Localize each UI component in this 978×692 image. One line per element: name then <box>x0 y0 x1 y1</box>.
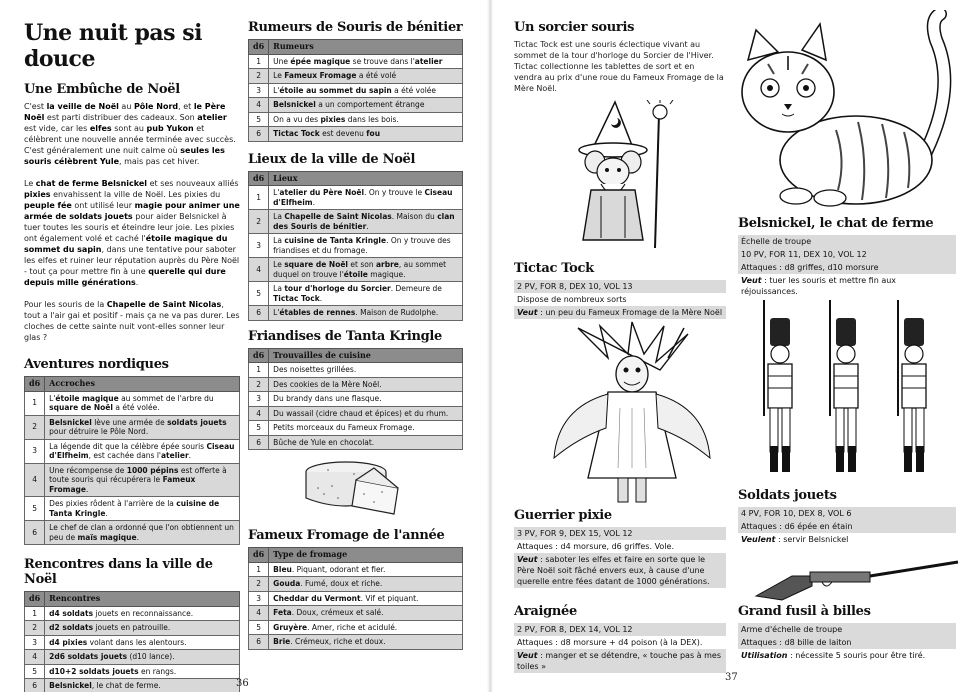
pixie-illustration <box>548 318 718 504</box>
nordic-table <box>24 376 240 545</box>
belsnickel-scale: Échelle de troupe <box>738 235 956 248</box>
treats-heading: Friandises de Tanta Kringle <box>248 328 443 344</box>
pixie-block <box>514 508 726 588</box>
row-text: Belsnickel, le chat de ferme. <box>45 679 240 692</box>
table-row <box>25 521 240 545</box>
rifle-scale: Arme d'échelle de troupe <box>738 623 956 636</box>
soldiers-block <box>738 488 956 546</box>
row-text: Belsnickel a un comportement étrange <box>269 98 463 113</box>
table-row <box>249 98 463 113</box>
row-text: d4 soldats jouets en reconnaissance. <box>45 606 240 621</box>
table-row <box>249 377 463 392</box>
row-number: 4 <box>249 406 269 421</box>
table-row <box>249 363 463 378</box>
cat-illustration <box>726 10 958 210</box>
row-number: 3 <box>249 392 269 407</box>
table-row <box>249 112 463 127</box>
table-row <box>249 83 463 98</box>
table-row <box>249 258 463 282</box>
spider-heading: Araignée <box>514 604 577 619</box>
pixie-want: Veut : saboter les elfes et faire en sorte que le Père Noël soit fâché envers eux, à cause d'une querelle entre fées datant de 1000 générations. <box>514 553 726 588</box>
row-number: 2 <box>25 415 45 439</box>
row-number: 3 <box>249 591 269 606</box>
soldiers-attacks: Attaques : d6 épée en étain <box>738 520 956 533</box>
row-number: 6 <box>249 635 269 650</box>
row-number: 6 <box>249 435 269 450</box>
table-row <box>25 664 240 679</box>
row-text: Une épée magique se trouve dans l'atelier <box>269 54 463 69</box>
table-header-label: Rencontres <box>45 592 240 607</box>
row-number: 5 <box>25 664 45 679</box>
row-number: 2 <box>249 377 269 392</box>
wizard-mouse-illustration <box>555 100 685 250</box>
belsnickel-attacks: Attaques : d8 griffes, d10 morsure <box>738 261 956 274</box>
table-row <box>25 606 240 621</box>
row-text: Brie. Crémeux, riche et doux. <box>269 635 463 650</box>
table-row <box>25 679 240 692</box>
ambush-paragraph-2: Le chat de ferme Belsnickel et ses nouveaux alliés pixies envahissent la ville de Noël. Les pixies du peuple fée ont utilisé leur magie pour animer une armée de soldats jouets pour aider Belsnickel à tuer toutes les souris et éteindre leur joie. Les pixies ont également volé et caché l'étoile magique du sommet du sapin, dans une tentative pour saboter les elfes et ruiner leur réputation auprès du Père Noël - tout ça pour mettre fin à une querelle qui dure depuis mille générations. <box>24 179 240 287</box>
row-number: 1 <box>249 54 269 69</box>
table-row <box>249 620 463 635</box>
nordic-heading: Aventures nordiques <box>24 357 169 372</box>
row-number: 1 <box>25 606 45 621</box>
row-number: 3 <box>25 635 45 650</box>
table-row <box>249 421 463 436</box>
belsnickel-heading: Belsnickel, le chat de ferme <box>738 216 934 231</box>
table-row <box>249 186 463 210</box>
row-number: 1 <box>249 186 269 210</box>
table-row <box>249 635 463 650</box>
row-text: d4 pixies volant dans les alentours. <box>45 635 240 650</box>
pixie-heading: Guerrier pixie <box>514 508 612 523</box>
page-gutter <box>487 0 493 692</box>
table-row <box>249 606 463 621</box>
row-text: Gruyère. Amer, riche et acidulé. <box>269 620 463 635</box>
table-header-row <box>249 348 463 363</box>
row-number: 2 <box>249 577 269 592</box>
sorcerer-text: Tictac Tock est une souris éclectique vivant au sommet de la tour d'horloge du Sorcier de l'Hiver. Tictac collectionne les tablettes de sort et en vendra au prix d'une roue du Fameux Fromage de la Mère Noël. <box>514 40 724 93</box>
table-row <box>249 54 463 69</box>
table-header-label: Rumeurs <box>269 40 463 55</box>
table-header-die: d6 <box>249 548 269 563</box>
row-text: d10+2 soldats jouets en rangs. <box>45 664 240 679</box>
row-number: 6 <box>249 306 269 321</box>
tictac-want: Veut : un peu du Fameux Fromage de la Mère Noël <box>514 306 726 319</box>
row-number: 3 <box>249 83 269 98</box>
row-text: L'étables de rennes. Maison de Rudolphe. <box>269 306 463 321</box>
cheese-illustration <box>294 454 414 524</box>
row-text: L'atelier du Père Noël. On y trouve le Ciseau d'Elfheim. <box>269 186 463 210</box>
table-row <box>25 635 240 650</box>
row-text: Le square de Noël et son arbre, au sommet duquel on trouve l'étoile magique. <box>269 258 463 282</box>
table-header-label: Trouvailles de cuisine <box>269 348 463 363</box>
table-row <box>249 435 463 450</box>
table-header-die: d6 <box>249 40 269 55</box>
rifle-illustration <box>752 556 962 602</box>
encounters-table <box>24 591 240 692</box>
row-number: 2 <box>249 210 269 234</box>
ambush-paragraph-3: Pour les souris de la Chapelle de Saint Nicolas, tout a l'air gai et positif - mais ça ne va pas durer. Les cloches de cette sainte nuit vont-elles sonner leur glas ? <box>24 300 240 342</box>
row-number: 4 <box>249 98 269 113</box>
row-text: Du wassail (cidre chaud et épices) et du rhum. <box>269 406 463 421</box>
table-row <box>249 577 463 592</box>
row-number: 1 <box>249 363 269 378</box>
tictac-heading: Tictac Tock <box>514 261 594 276</box>
soldiers-heading: Soldats jouets <box>738 488 837 503</box>
table-header-die: d6 <box>249 171 269 186</box>
table-header-die: d6 <box>249 348 269 363</box>
left-column-1 <box>24 20 240 692</box>
table-row <box>25 650 240 665</box>
rumors-heading: Rumeurs de Souris de bénitier <box>248 20 463 35</box>
row-text: L'étoile magique au sommet de l'arbre du square de Noël a été volée. <box>45 391 240 415</box>
row-number: 5 <box>249 620 269 635</box>
row-text: Feta. Doux, crémeux et salé. <box>269 606 463 621</box>
row-text: Belsnickel lève une armée de soldats jouets pour détruire le Pôle Nord. <box>45 415 240 439</box>
ambush-paragraph-1: C'est la veille de Noël au Pôle Nord, et le Père Noël est parti distribuer des cadeaux. Son atelier est vide, car les elfes sont au pub Yukon et célèbrent une nouvelle année terminée avec succès. C'est généralement une nuit calme où seules les souris célèbrent Yule, mais pas cet hiver. <box>24 102 236 166</box>
belsnickel-want: Veut : tuer les souris et mettre fin aux réjouissances. <box>738 274 956 298</box>
pixie-attacks: Attaques : d4 morsure, d6 griffes. Vole. <box>514 540 726 553</box>
cheese-illustration-area <box>248 450 463 528</box>
table-row <box>249 562 463 577</box>
row-number: 4 <box>25 650 45 665</box>
table-row <box>25 439 240 463</box>
table-header-die: d6 <box>25 377 45 392</box>
row-number: 5 <box>249 421 269 436</box>
row-text: 2d6 soldats jouets (d10 lance). <box>45 650 240 665</box>
soldiers-stats: 4 PV, FOR 10, DEX 8, VOL 6 <box>738 507 956 520</box>
table-row <box>25 621 240 636</box>
row-text: d2 soldats jouets en patrouille. <box>45 621 240 636</box>
row-text: Cheddar du Vermont. Vif et piquant. <box>269 591 463 606</box>
tictac-block <box>514 261 726 319</box>
belsnickel-block <box>738 216 956 298</box>
page-number-left: 36 <box>236 678 249 689</box>
row-number: 3 <box>25 439 45 463</box>
row-text: L'étoile au sommet du sapin a été volée <box>269 83 463 98</box>
row-number: 2 <box>249 69 269 84</box>
table-header-row <box>249 171 463 186</box>
row-text: Des cookies de la Mère Noël. <box>269 377 463 392</box>
table-row <box>249 406 463 421</box>
cheese-table <box>248 547 463 650</box>
row-text: Tictac Tock est devenu fou <box>269 127 463 142</box>
row-text: La tour d'horloge du Sorcier. Demeure de Tictac Tock. <box>269 282 463 306</box>
table-row <box>249 591 463 606</box>
table-row <box>25 463 240 497</box>
spider-attacks: Attaques : d8 morsure + d4 poison (à la DEX). <box>514 636 726 649</box>
row-text: Des noisettes grillées. <box>269 363 463 378</box>
row-text: La légende dit que la célèbre épée souris Ciseau d'Elfheim, est cachée dans l'atelier. <box>45 439 240 463</box>
spider-block <box>514 604 726 673</box>
row-number: 6 <box>249 127 269 142</box>
table-header-row <box>249 40 463 55</box>
row-text: Du brandy dans une flasque. <box>269 392 463 407</box>
row-text: Des pixies rôdent à l'arrière de la cuisine de Tanta Kringle. <box>45 497 240 521</box>
table-header-row <box>25 377 240 392</box>
row-number: 6 <box>25 679 45 692</box>
rifle-heading: Grand fusil à billes <box>738 604 871 619</box>
row-text: La cuisine de Tanta Kringle. On y trouve des friandises et du fromage. <box>269 234 463 258</box>
table-row <box>249 234 463 258</box>
table-row <box>249 282 463 306</box>
rifle-attacks: Attaques : d8 bille de laiton <box>738 636 956 649</box>
table-header-row <box>25 592 240 607</box>
pixie-stats: 3 PV, FOR 9, DEX 15, VOL 12 <box>514 527 726 540</box>
row-text: Le Fameux Fromage a été volé <box>269 69 463 84</box>
table-row <box>249 306 463 321</box>
belsnickel-stats: 10 PV, FOR 11, DEX 10, VOL 12 <box>738 248 956 261</box>
row-number: 6 <box>25 521 45 545</box>
row-number: 5 <box>249 112 269 127</box>
row-number: 4 <box>249 258 269 282</box>
table-row <box>25 391 240 415</box>
page-title: Une nuit pas si douce <box>24 20 202 72</box>
tictac-spells: Dispose de nombreux sorts <box>514 293 726 306</box>
rifle-use: Utilisation : nécessite 5 souris pour être tiré. <box>738 649 956 662</box>
treats-table <box>248 348 463 451</box>
row-text: Gouda. Fumé, doux et riche. <box>269 577 463 592</box>
right-column-1 <box>514 20 726 105</box>
row-text: Une récompense de 1000 pépins est offerte à toute souris qui récupérera le Fameux Fromage. <box>45 463 240 497</box>
row-text: Bûche de Yule en chocolat. <box>269 435 463 450</box>
table-row <box>249 392 463 407</box>
page-number-right: 37 <box>725 672 738 683</box>
rumors-table <box>248 39 463 142</box>
row-number: 1 <box>249 562 269 577</box>
table-row <box>25 415 240 439</box>
row-number: 4 <box>249 606 269 621</box>
row-text: On a vu des pixies dans les bois. <box>269 112 463 127</box>
tictac-stats: 2 PV, FOR 8, DEX 10, VOL 13 <box>514 280 726 293</box>
row-number: 5 <box>25 497 45 521</box>
sorcerer-heading: Un sorcier souris <box>514 20 635 35</box>
rifle-block <box>738 604 956 662</box>
table-row <box>25 497 240 521</box>
table-header-label: Lieux <box>269 171 463 186</box>
table-row <box>249 69 463 84</box>
encounters-heading: Rencontres dans la ville de Noël <box>24 557 213 587</box>
row-text: La Chapelle de Saint Nicolas. Maison du clan des Souris de bénitier. <box>269 210 463 234</box>
row-text: Le chef de clan a ordonné que l'on obtiennent un peu de maïs magique. <box>45 521 240 545</box>
soldiers-want: Veulent : servir Belsnickel <box>738 533 956 546</box>
spider-stats: 2 PV, FOR 8, DEX 14, VOL 12 <box>514 623 726 636</box>
table-row <box>249 127 463 142</box>
spider-want: Veut : manger et se détendre, « touche pas à mes toiles » <box>514 649 726 673</box>
table-row <box>249 210 463 234</box>
places-heading: Lieux de la ville de Noël <box>248 151 416 167</box>
table-header-die: d6 <box>25 592 45 607</box>
places-table <box>248 171 463 321</box>
row-text: Petits morceaux du Fameux Fromage. <box>269 421 463 436</box>
row-text: Bleu. Piquant, odorant et fier. <box>269 562 463 577</box>
cheese-heading: Fameux Fromage de l'année <box>248 528 445 543</box>
row-number: 2 <box>25 621 45 636</box>
table-header-row <box>249 548 463 563</box>
table-header-label: Type de fromage <box>269 548 463 563</box>
table-header-label: Accroches <box>45 377 240 392</box>
row-number: 3 <box>249 234 269 258</box>
toy-soldiers-illustration <box>744 296 954 486</box>
row-number: 5 <box>249 282 269 306</box>
ambush-heading: Une Embûche de Noël <box>24 82 180 97</box>
row-number: 1 <box>25 391 45 415</box>
row-number: 4 <box>25 463 45 497</box>
left-column-2 <box>248 20 463 650</box>
